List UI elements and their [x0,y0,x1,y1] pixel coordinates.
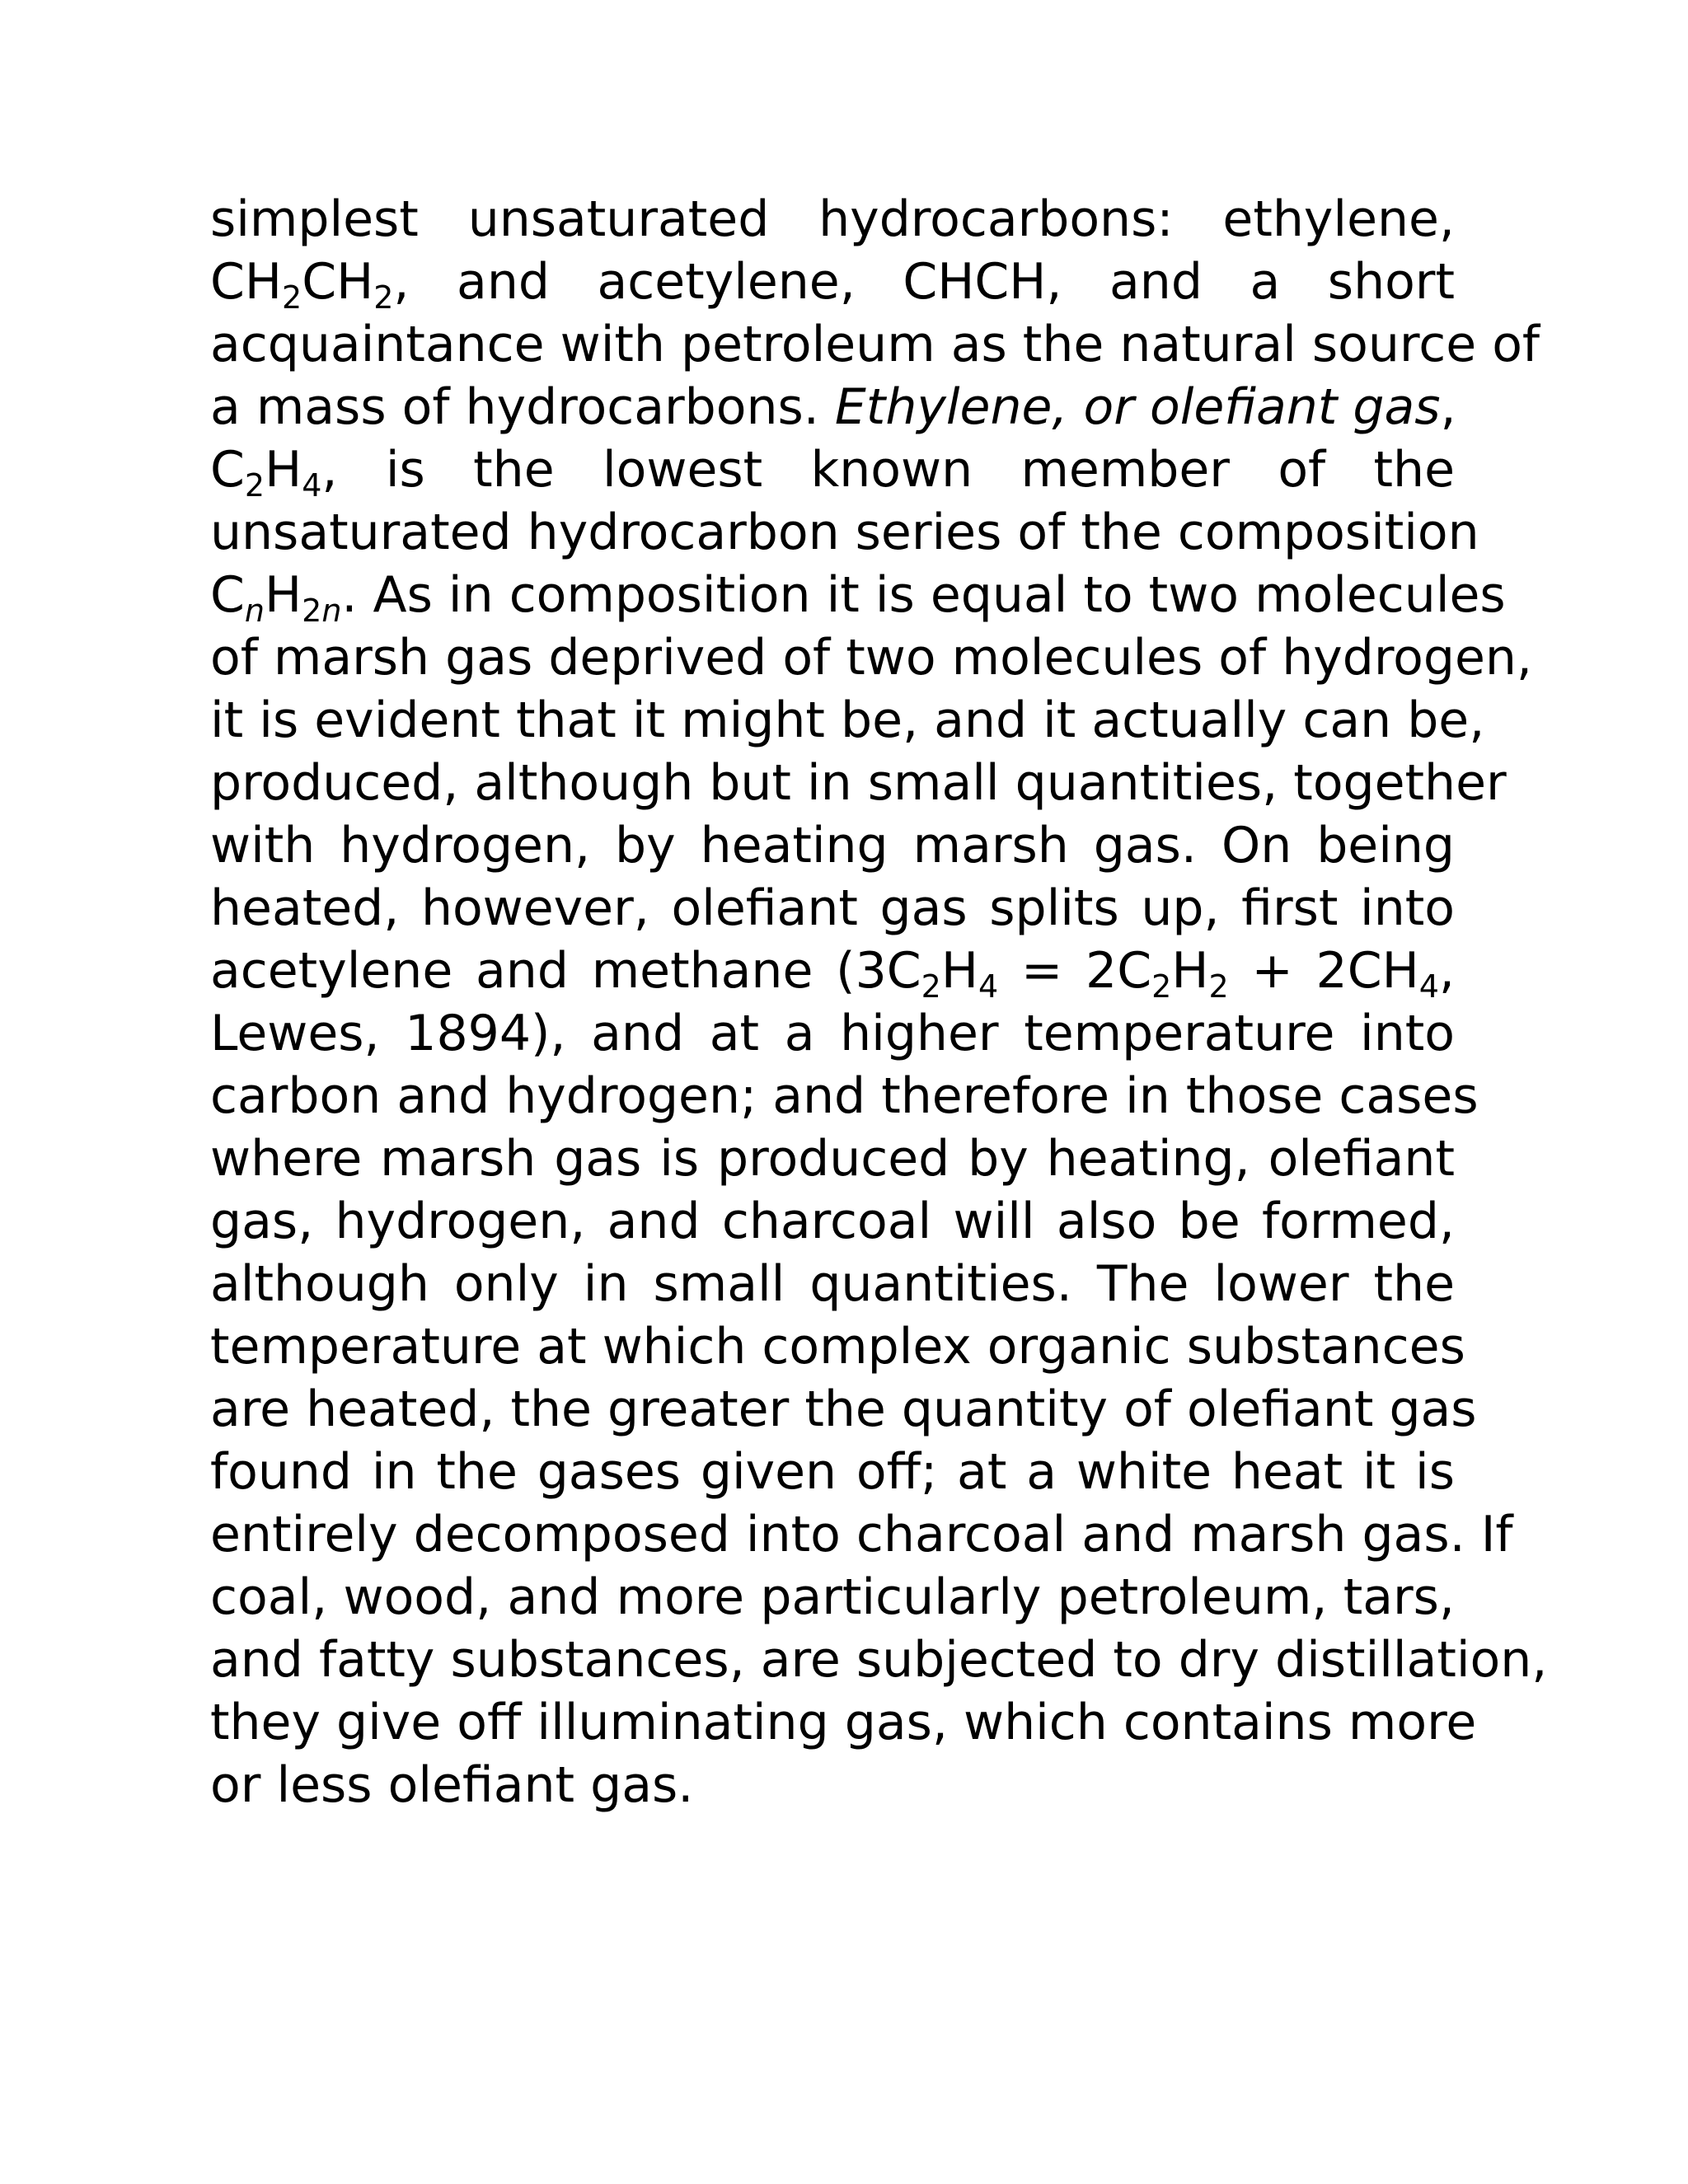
text-line [210,877,1455,940]
text-line [210,1566,1455,1629]
text-line [210,564,1506,629]
text-run: CH [210,253,283,311]
text-run: . As in composition it is equal to two molecules [341,566,1506,624]
text-run: or less olefiant gas. [210,1756,694,1814]
text-run: Lewes, 1894), and at a higher temperature into [210,1005,1455,1062]
text-run: gas, hydrogen, and charcoal will also be formed, [210,1193,1455,1250]
text-run: it is evident that it might be, and it actually can be, [210,691,1485,749]
text-line [210,752,1507,814]
text-line [210,1691,1477,1754]
subscript: 2 [1151,968,1172,1005]
text-run: acquaintance with petroleum as the natural source of [210,316,1540,373]
text-run: simplest unsaturated hydrocarbons: ethylene, [210,190,1455,248]
text-line [210,1127,1455,1190]
text-run: unsaturated hydrocarbon series of the composition [210,504,1479,561]
subscript: 4 [978,968,999,1005]
text-run: with hydrogen, by heating marsh gas. On being [210,817,1455,874]
text-run: are heated, the greater the quantity of olefiant gas [210,1380,1477,1438]
text-run: produced, although but in small quantities, together [210,754,1507,812]
text-run: H [1171,942,1209,1000]
subscript: n [321,593,342,629]
text-run: entirely decomposed into charcoal and marsh gas. If [210,1506,1513,1563]
text-run: found in the gases given off; at a white heat it is [210,1443,1455,1501]
text-line [210,501,1479,564]
text-run: C [210,566,245,624]
text-run: CH [302,253,374,311]
text-run: of marsh gas deprived of two molecules of hydrogen, [210,629,1532,687]
text-line [210,1190,1455,1253]
subscript: 4 [302,467,322,504]
text-run: C [210,441,245,499]
text-line [210,1378,1477,1441]
text-run: acetylene and methane (3C [210,942,921,1000]
text-run: Ethylene, or olefiant gas [834,378,1441,436]
text-run: and fatty substances, are subjected to dry distillation, [210,1631,1548,1689]
subscript: 4 [1418,968,1439,1005]
subscript: 2 [282,279,302,316]
text-run: , [1440,378,1456,436]
text-run: they give off illuminating gas, which contains more [210,1694,1477,1751]
document-page [210,188,1548,1816]
text-run: H [265,441,302,499]
text-run: + 2CH [1228,942,1419,1000]
text-line [210,376,1455,438]
text-run: where marsh gas is produced by heating, olefiant [210,1130,1455,1188]
text-line [210,1065,1479,1127]
text-line [210,1503,1513,1566]
subscript: 2 [373,279,394,316]
text-run: = 2C [998,942,1152,1000]
text-run: carbon and hydrogen; and therefore in those cases [210,1067,1479,1125]
subscript: 2 [302,593,322,629]
text-run: , [1438,942,1455,1000]
text-run: H [940,942,978,1000]
text-line [210,188,1455,251]
text-run: although only in small quantities. The lower the [210,1255,1455,1313]
text-line [210,313,1540,376]
text-line [210,814,1455,877]
text-run: , is the lowest known member of the [321,441,1455,499]
text-line [210,940,1455,1005]
text-line [210,1441,1455,1503]
subscript: 2 [921,968,941,1005]
text-line [210,1253,1455,1315]
subscript: 2 [244,467,265,504]
subscript: n [244,593,265,629]
text-line [210,689,1485,752]
text-line [210,1754,1455,1816]
text-run: a mass of hydrocarbons. [210,378,835,436]
text-line [210,1315,1465,1378]
text-line [210,626,1532,689]
text-run: , and acetylene, CHCH, and a short [393,253,1455,311]
text-line [210,251,1455,316]
text-run: H [265,566,302,624]
text-run: temperature at which complex organic substances [210,1318,1465,1376]
text-run: coal, wood, and more particularly petroleum, tars, [210,1568,1455,1626]
text-line [210,1002,1455,1065]
text-line [210,1629,1548,1691]
text-line [210,438,1455,504]
text-run: heated, however, olefiant gas splits up, first into [210,879,1455,937]
subscript: 2 [1208,968,1229,1005]
